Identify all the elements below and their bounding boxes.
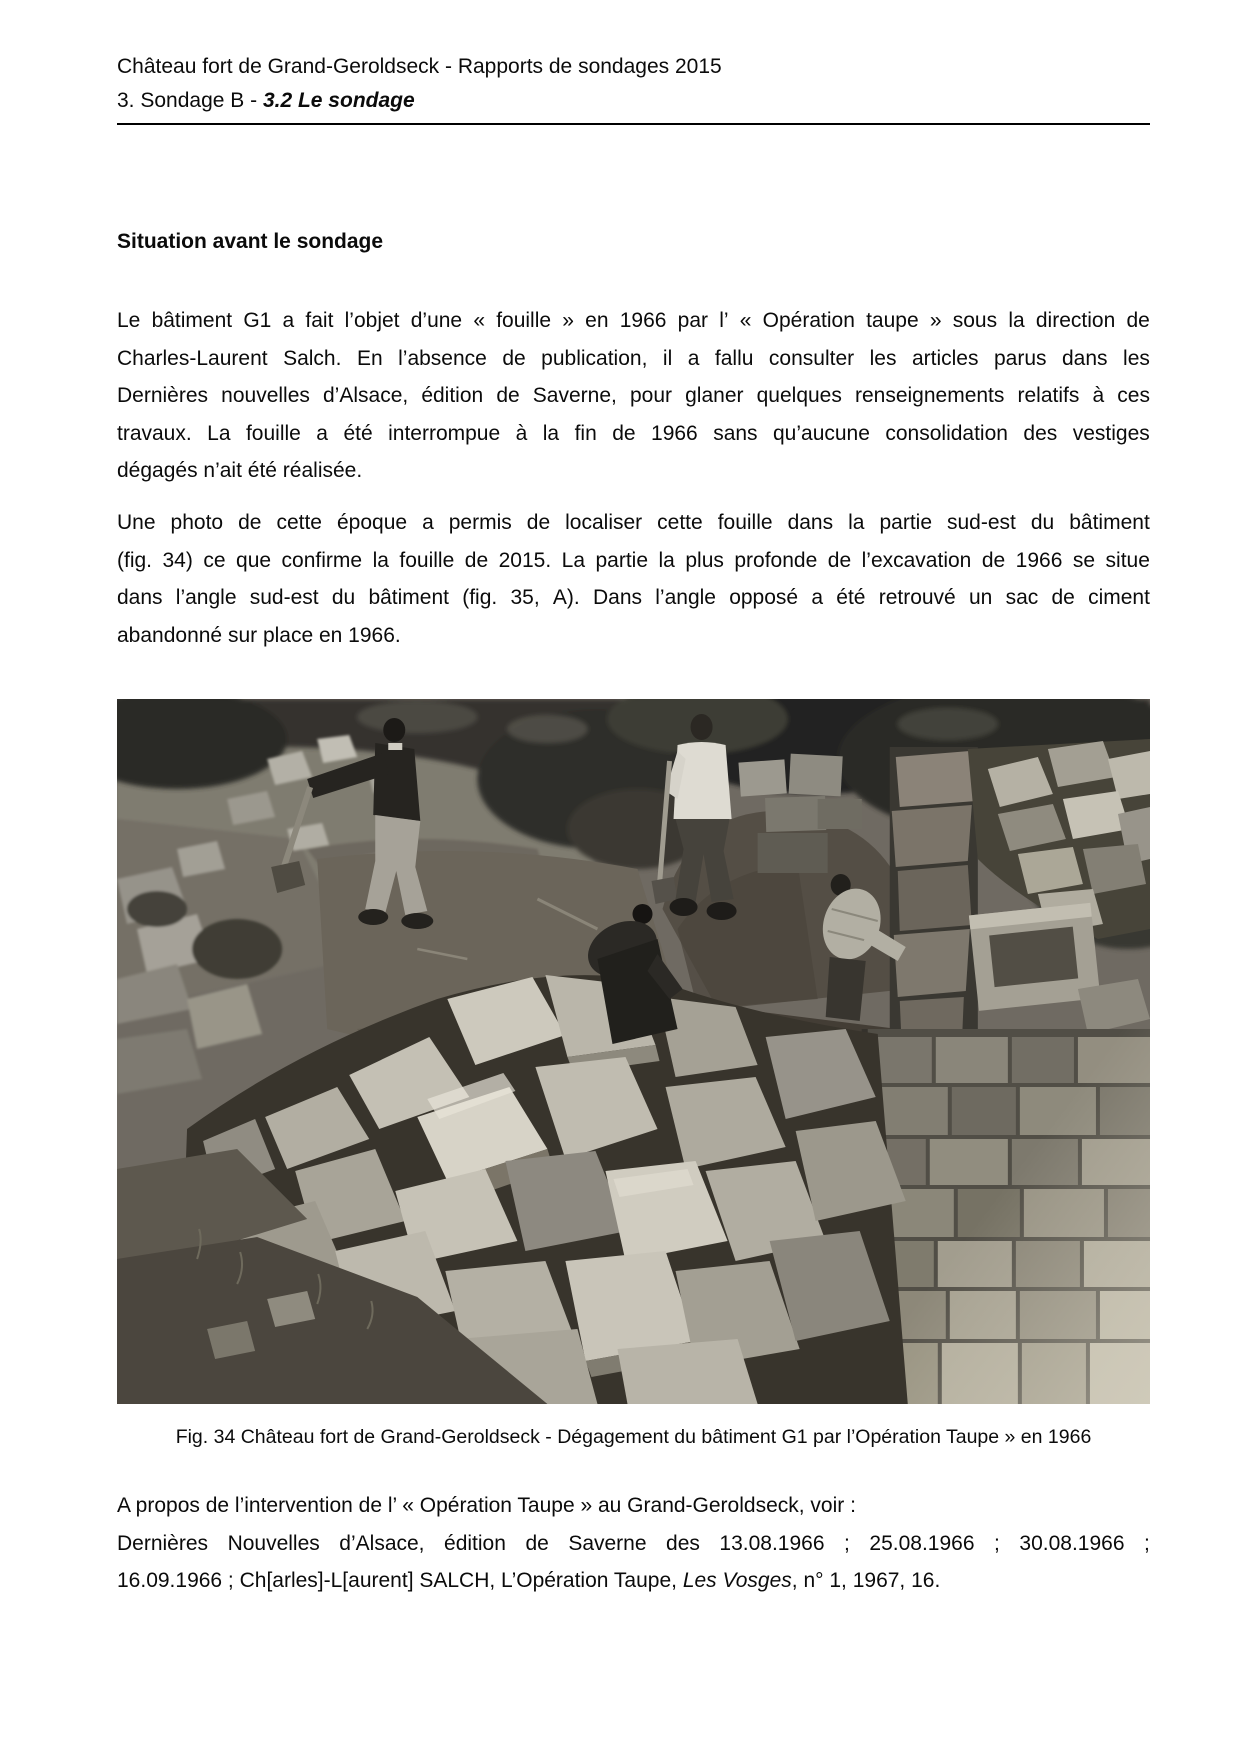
text-line: dégagés n’ait été réalisée. [117,459,363,482]
word: fouille [717,511,773,534]
word: consulter [768,346,855,370]
word: a [282,309,295,332]
word: a [687,346,700,370]
word: ces [1117,384,1150,407]
word: dans [1062,346,1108,370]
word: sac [1005,586,1039,609]
word: été [343,421,373,445]
paragraph-2 [117,504,1150,654]
word: fallu [714,346,754,370]
word: de [238,511,262,534]
word: des [1023,421,1058,445]
word: fouille [399,548,455,572]
word: retrouvé [878,586,956,609]
word: il [662,346,673,370]
word: publication, [541,346,648,370]
word: a [811,586,824,609]
word: en [585,309,609,332]
word: l’absence [398,346,487,370]
word: 1966 [619,309,667,332]
word: fait [305,309,334,332]
word: l’angle [655,586,716,609]
word: vestiges [1072,421,1150,445]
figure-caption: Fig. 34 Château fort de Grand-Geroldseck - Dégagement du bâtiment G1 par l’Opération Taupe » en 1966 [175,1426,1092,1448]
word: 35, [510,586,540,609]
word: de [525,1531,549,1555]
word: interrompue [388,421,501,445]
word: la [372,548,389,572]
word: été [836,586,866,609]
word: renseignements [854,384,1005,407]
word: Opération [762,309,855,332]
word: » [929,309,942,332]
header-subtitle [117,84,1150,118]
word: opposé [729,586,799,609]
word: La [561,548,586,572]
word: photo [170,511,224,534]
word: la [542,421,560,445]
word: Saverne, [532,384,617,407]
word: ce [203,548,226,572]
word: édition [444,1531,506,1555]
word: quelques [756,384,842,407]
word: localiser [565,511,643,534]
word: fouille [245,421,301,445]
word: a [316,421,328,445]
word: plus [685,548,724,572]
word: ; [994,1531,1000,1555]
text-line [117,340,1150,378]
word: sud-est [947,511,1016,534]
figure-34 [117,699,1150,1404]
word: 25.08.1966 [869,1531,975,1555]
reference-journal-title: Les Vosges [682,1569,792,1592]
word: du [331,586,356,609]
word: de [502,346,526,370]
word: de [612,421,636,445]
page-header [117,50,1150,125]
header-subtitle-prefix: 3. Sondage B - [117,89,263,112]
word: direction [1035,309,1116,332]
word: « [739,309,752,332]
word: l’angle [175,586,237,609]
word: 34) [162,548,193,572]
word: fouille [496,309,552,332]
word: sud-est [249,586,319,609]
word: de [464,548,489,572]
word: sans [713,421,758,445]
word: dans [787,511,834,534]
word: a [422,511,434,534]
word: Le [117,309,141,332]
word: Saverne [568,1531,647,1555]
word: la [1008,309,1025,332]
word: La [207,421,231,445]
word: (fig. [462,586,498,609]
word: (fig. [117,548,153,572]
word: 30.08.1966 [1019,1531,1125,1555]
word: de [526,511,551,534]
text-line [117,302,1150,340]
word: articles [911,346,979,370]
word: se [1072,548,1096,572]
word: bâtiment [151,309,233,332]
word: 13.08.1966 [719,1531,825,1555]
word: partie [595,548,649,572]
section-heading: Situation avant le sondage [117,230,384,253]
text-line [117,504,1150,542]
word: 2015. [498,548,552,572]
word: l’excavation [861,548,972,572]
word: fin [574,421,597,445]
text-line [117,542,1150,580]
word: ciment [1088,586,1150,609]
word: l’ [719,309,729,332]
reference-text: 16.09.1966 ; Ch[arles]-L[aurent] SALCH, L’Opération Taupe, [117,1569,683,1592]
word: permis [448,511,512,534]
word: nouvelles [221,384,310,407]
paragraph-1 [117,302,1150,490]
word: Salch. [283,346,342,370]
word: ; [1144,1531,1150,1555]
word: bâtiment [368,586,449,609]
word: confirme [281,548,363,572]
word: bâtiment [1069,511,1150,534]
word: travaux. [117,421,192,445]
word: « [473,309,485,332]
word: ; [844,1531,850,1555]
word: la [658,548,675,572]
word: de [1051,586,1075,609]
text-line [117,579,1150,617]
word: taupe [866,309,919,332]
word: de [496,384,520,407]
word: d’Alsace, [323,384,409,407]
text-line [117,1525,1150,1563]
word: à [515,421,528,445]
word: Dernières [117,1531,209,1555]
word: 1966 [1015,548,1063,572]
word: la [848,511,865,534]
word: sous [952,309,998,332]
word: profonde [734,548,818,572]
header-title: Château fort de Grand-Geroldseck - Rapports de sondages 2015 [117,55,722,78]
word: parus [993,346,1047,370]
text-line [117,377,1150,415]
word: dans [117,586,163,609]
word: relatifs [1017,384,1080,407]
word: un [968,586,993,609]
text-line: abandonné sur place en 1966. [117,623,401,647]
word: partie [879,511,932,534]
references-paragraph [117,1487,1150,1600]
word: de [827,548,852,572]
word: pour [629,384,672,407]
word: l’objet [344,309,400,332]
text-line: A propos de l’intervention de l’ « Opération Taupe » au Grand-Geroldseck, voir : [117,1494,856,1517]
word: époque [336,511,408,534]
word: Charles-Laurent [117,346,268,370]
text-line [117,415,1150,453]
word: » [562,309,574,332]
word: du [1030,511,1055,534]
word: Une [117,511,156,534]
word: 1966 [651,421,698,445]
word: que [236,548,272,572]
word: d’Alsace, [339,1531,425,1555]
word: A). [552,586,580,609]
reference-text: , n° 1, 1967, 16. [791,1569,941,1592]
word: cette [657,511,703,534]
word: Nouvelles [227,1531,320,1555]
word: glaner [685,384,744,407]
word: qu’aucune [773,421,870,445]
word: des [666,1531,700,1555]
word: situe [1105,548,1150,572]
word: Dernières [117,384,209,407]
word: les [1123,346,1150,370]
word: consolidation [885,421,1008,445]
word: édition [421,384,484,407]
word: les [869,346,897,370]
word: G1 [243,309,272,332]
figure-photo [117,699,1150,1404]
word: de [1126,309,1150,332]
word: à [1092,384,1105,407]
word: d’une [410,309,463,332]
word: En [356,346,383,370]
text-line [117,1562,1150,1600]
word: de [981,548,1006,572]
word: cette [276,511,322,534]
word: par [677,309,709,332]
header-subtitle-section: 3.2 Le sondage [262,89,415,112]
word: Dans [592,586,643,609]
